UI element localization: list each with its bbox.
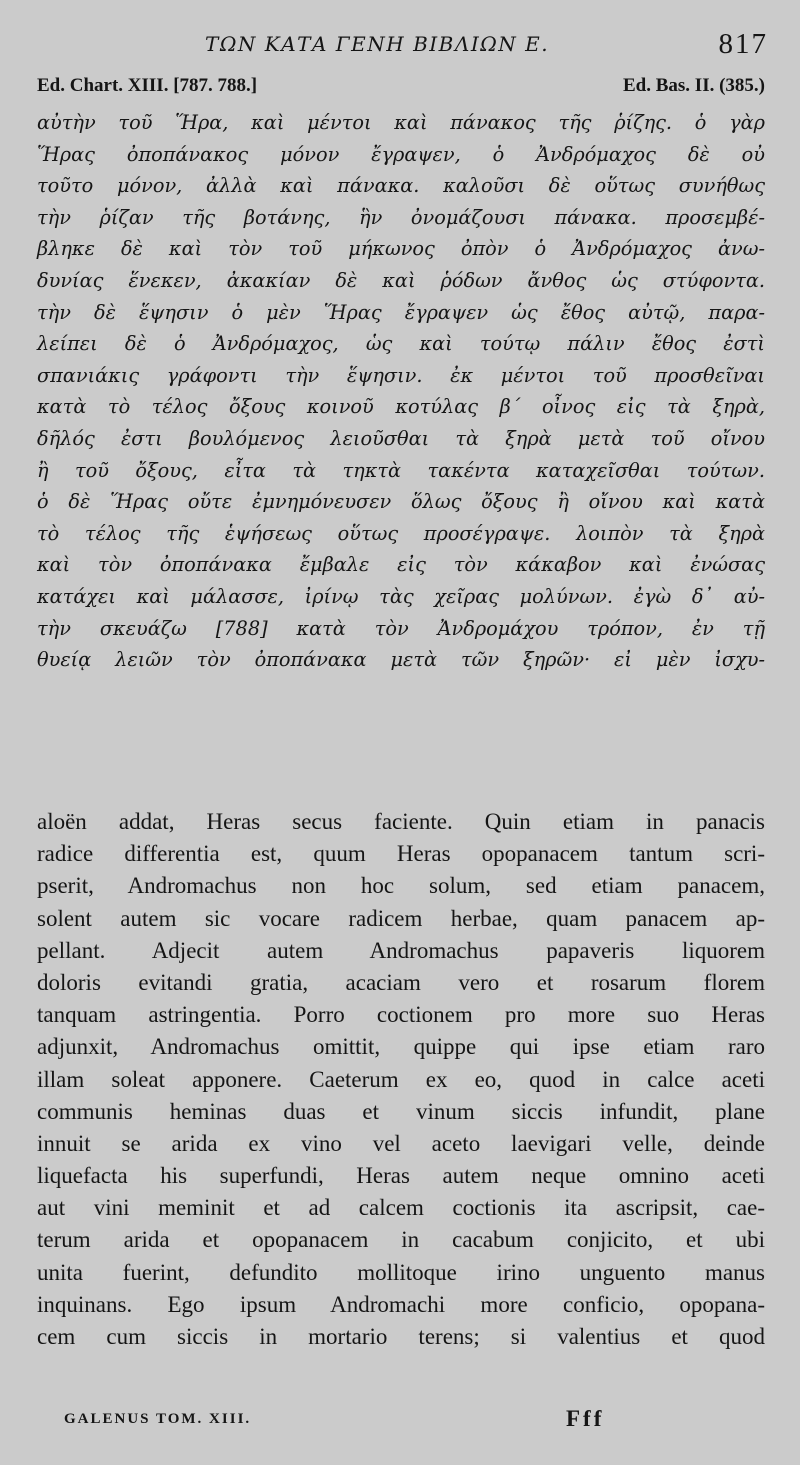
latin-line: innuit se arida ex vino vel aceto laevigari velle, deinde <box>37 1130 765 1156</box>
greek-line: τὴν ῥίζαν τῆς βοτάνης, ἣν ὀνομάζουσι πάνακα. προσεμβέ- <box>37 205 765 229</box>
edition-reference-basel: Ed. Bas. II. (385.) <box>623 75 765 96</box>
greek-line: κατάχει καὶ μάλασσε, ἰρίνῳ τὰς χεῖρας μολύνων. ἐγὼ δ᾽ αὐ- <box>37 584 765 608</box>
latin-text-block <box>37 806 765 1353</box>
running-title: ΤΩΝ ΚΑΤΑ ΓΕΝΗ ΒΙΒΛΙΩΝ Ε. <box>205 32 550 56</box>
latin-line: unita fuerint, defundito mollitoque irino unguento manus <box>37 1259 765 1285</box>
greek-line: δυνίας ἕνεκεν, ἀκακίαν δὲ καὶ ῥόδων ἄνθος ὡς στύφοντα. <box>37 268 765 292</box>
latin-line: tanquam astringentia. Porro coctionem pro more suo Heras <box>37 1002 765 1028</box>
edition-reference-chartier: Ed. Chart. XIII. [787. 788.] <box>37 75 258 96</box>
latin-line: aut vini meminit et ad calcem coctionis ita ascripsit, cae- <box>37 1195 765 1221</box>
latin-line: terum arida et opopanacem in cacabum conjicito, et ubi <box>37 1227 765 1253</box>
volume-signature: GALENUS TOM. XIII. <box>64 1411 252 1427</box>
page-number: 817 <box>718 28 768 60</box>
greek-line: αὐτὴν τοῦ Ἥρα, καὶ μέντοι καὶ πάνακος τῆς ῥίζης. ὁ γὰρ <box>37 111 765 134</box>
greek-line: τὸ τέλος τῆς ἑψήσεως οὕτως προσέγραψε. λοιπὸν τὰ ξηρὰ <box>37 521 765 545</box>
latin-line: radice differentia est, quum Heras opopanacem tantum scri- <box>37 841 765 867</box>
greek-line: τὴν δὲ ἕψησιν ὁ μὲν Ἥρας ἔγραψεν ὡς ἔθος αὐτῷ, παρα- <box>37 300 765 324</box>
latin-line: liquefacta his superfundi, Heras autem neque omnino aceti <box>37 1163 765 1189</box>
greek-text-block <box>37 107 765 676</box>
latin-line: cem cum siccis in mortario terens; si valentius et quod <box>37 1324 765 1349</box>
greek-line: κατὰ τὸ τέλος ὄξους κοινοῦ κοτύλας β΄ οἶνος εἰς τὰ ξηρὰ, <box>37 395 765 419</box>
signature-line <box>64 1408 624 1434</box>
latin-line: communis heminas duas et vinum siccis infundit, plane <box>37 1098 765 1124</box>
gathering-signature: Fff <box>566 1406 605 1431</box>
running-head <box>0 28 800 64</box>
latin-line: adjunxit, Andromachus omittit, quippe qui ipse etiam raro <box>37 1034 765 1060</box>
greek-line: ἢ τοῦ ὄξους, εἶτα τὰ τηκτὰ τακέντα καταχεῖσθαι τούτων. <box>37 458 765 482</box>
latin-line: aloën addat, Heras secus faciente. Quin etiam in panacis <box>37 809 765 834</box>
greek-line: καὶ τὸν ὀποπάνακα ἔμβαλε εἰς τὸν κάκαβον καὶ ἐνώσας <box>37 553 765 577</box>
greek-line: Ἥρας ὀποπάνακος μόνον ἔγραψεν, ὁ Ἀνδρόμαχος δὲ οὐ <box>37 142 765 166</box>
greek-line: τὴν σκευάζω [788] κατὰ τὸν Ἀνδρομάχου τρόπον, ἐν τῇ <box>37 616 765 640</box>
edition-reference-line <box>37 75 765 103</box>
greek-line: λείπει δὲ ὁ Ἀνδρόμαχος, ὡς καὶ τούτῳ πάλιν ἔθος ἐστὶ <box>37 332 765 356</box>
greek-line: σπανιάκις γράφοντι τὴν ἕψησιν. ἐκ μέντοι τοῦ προσθεῖναι <box>37 363 765 387</box>
greek-line: βληκε δὲ καὶ τὸν τοῦ μήκωνος ὀπὸν ὁ Ἀνδρόμαχος ἀνω- <box>37 237 765 261</box>
greek-line: δῆλός ἐστι βουλόμενος λειοῦσθαι τὰ ξηρὰ μετὰ τοῦ οἴνου <box>37 426 765 450</box>
latin-line: illam soleat apponere. Caeterum ex eo, quod in calce aceti <box>37 1066 765 1092</box>
greek-line: θυείᾳ λειῶν τὸν ὀποπάνακα μετὰ τῶν ξηρῶν· εἰ μὲν ἰσχυ- <box>37 648 765 672</box>
latin-line: pellant. Adjecit autem Andromachus papaveris liquorem <box>37 937 765 963</box>
latin-line: pserit, Andromachus non hoc solum, sed etiam panacem, <box>37 873 765 899</box>
latin-line: inquinans. Ego ipsum Andromachi more conficio, opopana- <box>37 1291 765 1317</box>
latin-line: solent autem sic vocare radicem herbae, quam panacem ap- <box>37 905 765 931</box>
greek-line: τοῦτο μόνον, ἀλλὰ καὶ πάνακα. καλοῦσι δὲ οὕτως συνήθως <box>37 174 765 198</box>
latin-line: doloris evitandi gratia, acaciam vero et rosarum florem <box>37 969 765 995</box>
greek-line: ὁ δὲ Ἥρας οὔτε ἐμνημόνευσεν ὅλως ὄξους ἢ οἴνου καὶ κατὰ <box>37 490 765 514</box>
